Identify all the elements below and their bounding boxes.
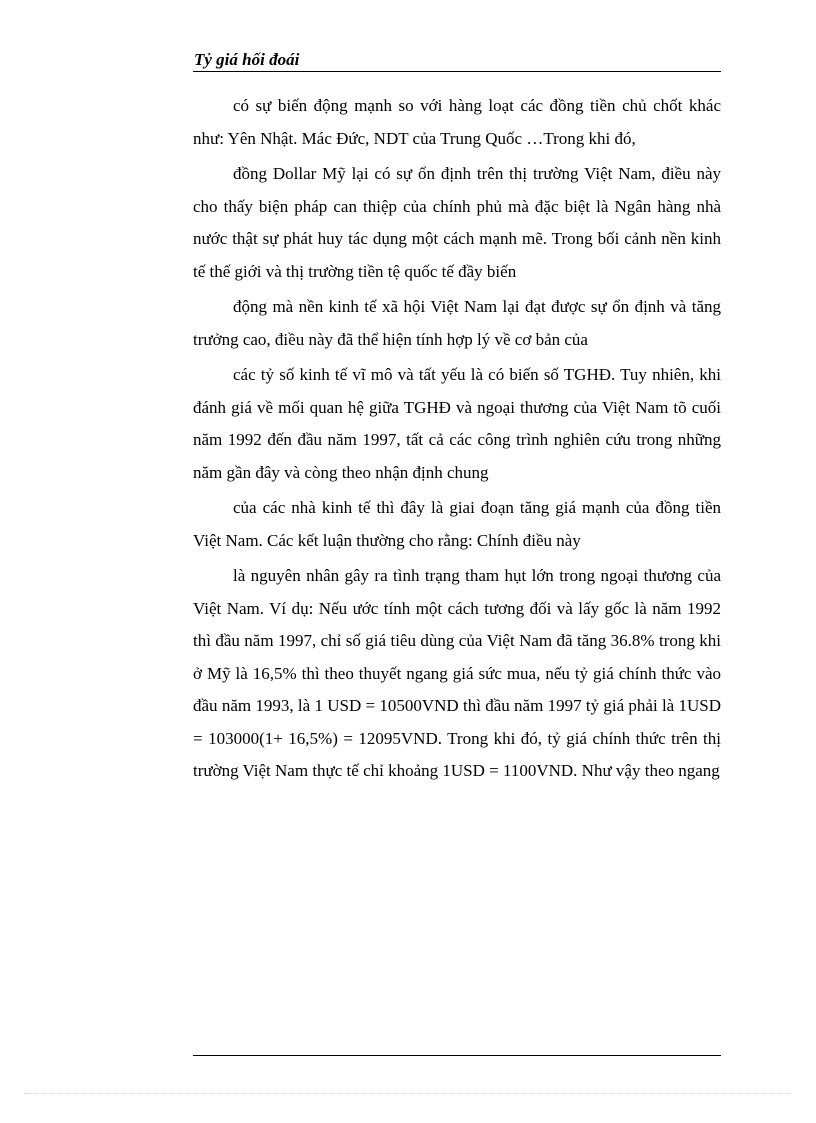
body-paragraph: các tỷ số kinh tế vĩ mô và tất yếu là có biến số TGHĐ. Tuy nhiên, khi đánh giá về mối quan hệ giữa TGHĐ và ngoại thương của Việt Nam tõ cuối năm 1992 đến đầu năm 1997, tất cả các công trình nghiên cứu trong những năm gần đây và còng theo nhận định chung: [193, 365, 721, 482]
body-paragraph: của các nhà kinh tế thì đây là giai đoạn tăng giá mạnh của đồng tiền Việt Nam. Các kết luận thường cho rằng: Chính điều này: [193, 498, 721, 550]
page-bottom-dotted-border: [24, 1093, 792, 1094]
body-paragraph: đồng Dollar Mỹ lại có sự ổn định trên thị trường Việt Nam, điều này cho thấy biện pháp can thiệp của chính phủ mà đặc biệt là Ngân hàng nhà nước thật sự phát huy tác dụng một cách mạnh mẽ. Trong bối cảnh nền kinh tế thế giới và thị trường tiền tệ quốc tế đầy biến: [193, 164, 721, 281]
header-divider: [193, 71, 721, 72]
page-body: [193, 90, 721, 788]
body-paragraph: động mà nền kinh tế xã hội Việt Nam lại đạt được sự ổn định và tăng trưởng cao, điều này đã thể hiện tính hợp lý về cơ bản của: [193, 297, 721, 349]
footer-divider: [193, 1055, 721, 1056]
body-paragraph: có sự biến động mạnh so với hàng loạt các đồng tiền chủ chốt khác như: Yên Nhật. Mác Đức, NDT của Trung Quốc …Trong khi đó,: [193, 96, 721, 148]
header-title: Tỷ giá hối đoái: [194, 50, 300, 69]
body-paragraph: là nguyên nhân gây ra tình trạng tham hụt lớn trong ngoại thương của Việt Nam. Ví dụ: Nếu ước tính một cách tương đối và lấy gốc là năm 1992 thì đầu năm 1997, chỉ số giá tiêu dùng của Việt Nam đã tăng 36.8% trong khi ở Mỹ là 16,5% thì theo thuyết ngang giá sức mua, nếu tỷ giá chính thức vào đầu năm 1993, là 1 USD = 10500VND thì đầu năm 1997 tỷ giá phải là 1USD = 103000(1+ 16,5%) = 12095VND. Trong khi đó, tỷ giá chính thức trên thị trường Việt Nam thực tế chỉ khoảng 1USD = 1100VND. Như vậy theo ngang: [193, 566, 721, 780]
